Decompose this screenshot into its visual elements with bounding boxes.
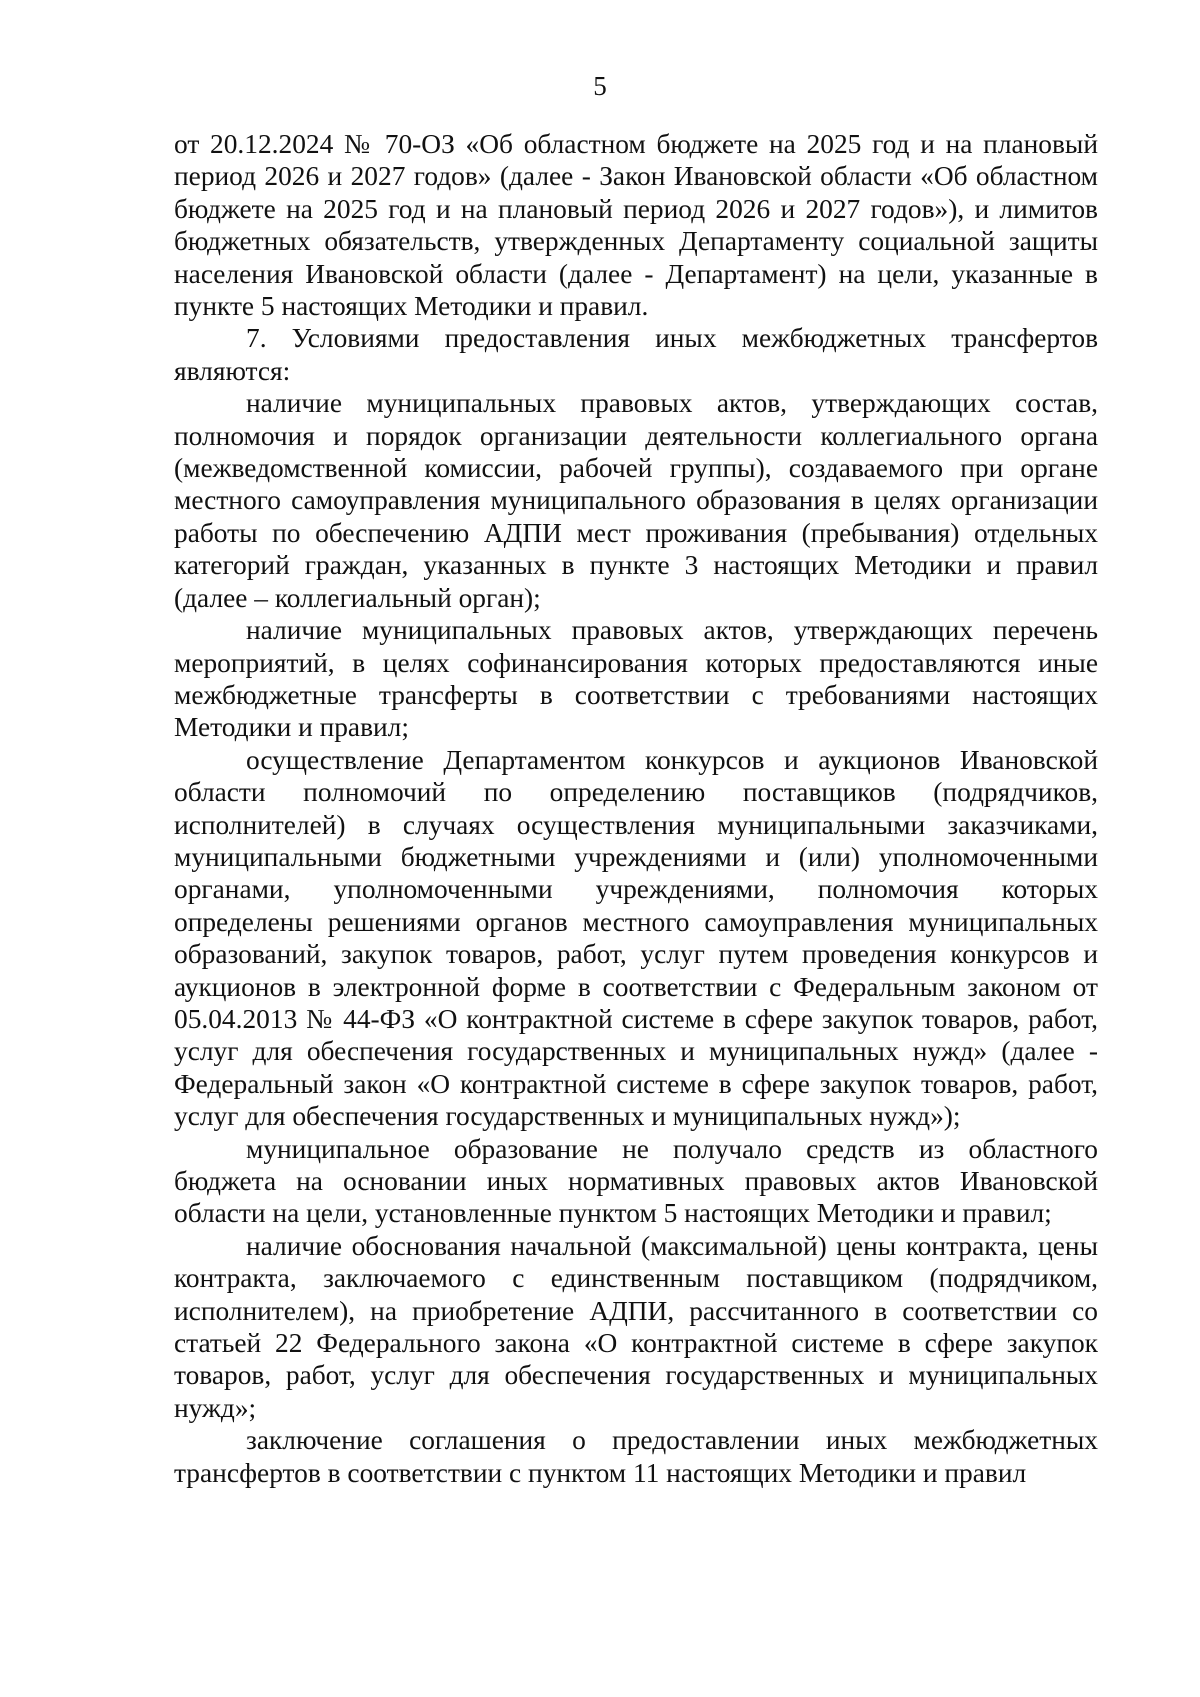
paragraph-condition-procurement: осуществление Департаментом конкурсов и аукционов Ивановской области полномочий по определению поставщиков (подрядчиков, исполнителей) в случаях осуществления муниципальными заказчиками, муниципальными бюджетными учреждениями и (или) уполномоченными органами, уполномоченными учреждениями, полномочия которых определены решениями органов местного самоуправления муниципальных образований, закупок товаров, работ, услуг путем проведения конкурсов и аукционов в электронной форме в соответствии с Федеральным законом от 05.04.2013 № 44-ФЗ «О контрактной системе в сфере закупок товаров, работ, услуг для обеспечения государственных и муниципальных нужд» (далее - Федеральный закон «О контрактной системе в сфере закупок товаров, работ, услуг для обеспечения государственных и муниципальных нужд»);: [174, 744, 1098, 1132]
paragraph-clause-7: 7. Условиями предоставления иных межбюджетных трансфертов являются:: [174, 323, 1098, 386]
document-body: [174, 128, 1098, 1489]
paragraph-condition-no-other-funds: муниципальное образование не получало средств из областного бюджета на основании иных нормативных правовых актов Ивановской области на цели, установленные пунктом 5 настоящих Методики и правил;: [174, 1133, 1098, 1229]
paragraph-condition-agreement: заключение соглашения о предоставлении иных межбюджетных трансфертов в соответствии с пунктом 11 настоящих Методики и правил: [174, 1425, 1098, 1488]
page-number: 5: [593, 71, 607, 101]
paragraph-continuation: от 20.12.2024 № 70-ОЗ «Об областном бюджете на 2025 год и на плановый период 2026 и 2027 годов» (далее - Закон Ивановской области «Об областном бюджете на 2025 год и на плановый период 2026 и 2027 годов»), и лимитов бюджетных обязательств, утвержденных Департаменту социальной защиты населения Ивановской области (далее - Департамент) на цели, указанные в пункте 5 настоящих Методики и правил.: [174, 129, 1098, 322]
paragraph-condition-price-justification: наличие обоснования начальной (максимальной) цены контракта, цены контракта, заключаемого с единственным поставщиком (подрядчиком, исполнителем), на приобретение АДПИ, рассчитанного в соответствии со статьей 22 Федерального закона «О контрактной системе в сфере закупок товаров, работ, услуг для обеспечения государственных и муниципальных нужд»;: [174, 1230, 1098, 1423]
paragraph-condition-event-list: наличие муниципальных правовых актов, утверждающих перечень мероприятий, в целях софинансирования которых предоставляются иные межбюджетные трансферты в соответствии с требованиями настоящих Методики и правил;: [174, 615, 1098, 743]
paragraph-condition-collegial-body: наличие муниципальных правовых актов, утверждающих состав, полномочия и порядок организации деятельности коллегиального органа (межведомственной комиссии, рабочей группы), создаваемого при органе местного самоуправления муниципального образования в целях организации работы по обеспечению АДПИ мест проживания (пребывания) отдельных категорий граждан, указанных в пункте 3 настоящих Методики и правил (далее – коллегиальный орган);: [174, 388, 1098, 613]
